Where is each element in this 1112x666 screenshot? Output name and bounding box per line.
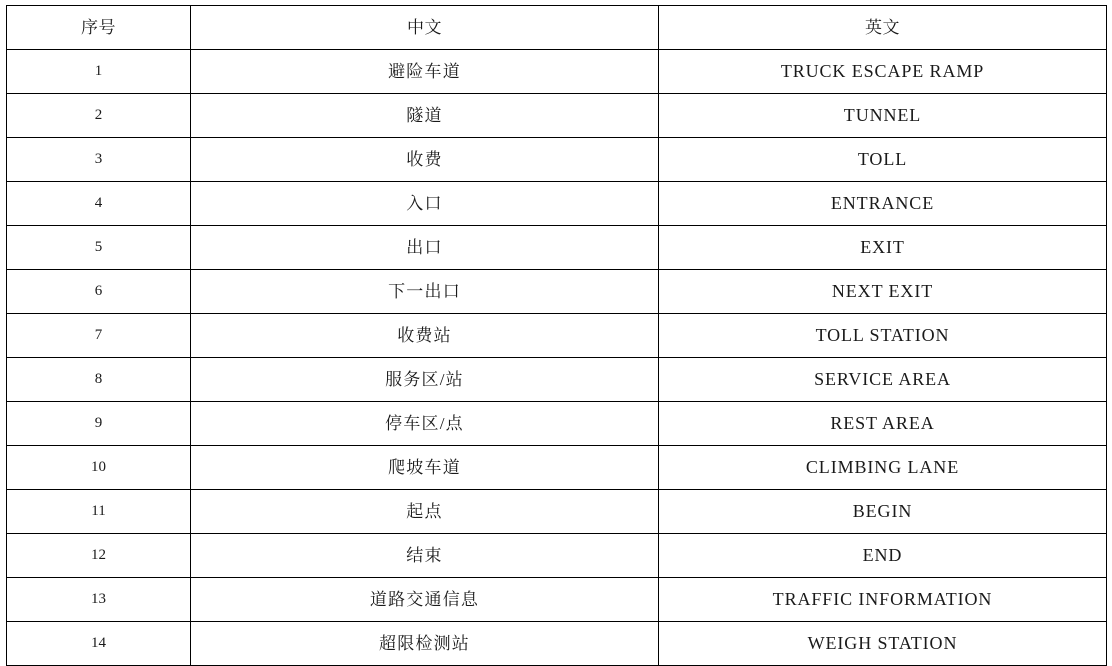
- cell-chinese: 超限检测站: [191, 622, 659, 666]
- cell-english: TUNNEL: [659, 94, 1107, 138]
- column-header-chinese: 中文: [191, 6, 659, 50]
- cell-index: 4: [7, 182, 191, 226]
- cell-index: 7: [7, 314, 191, 358]
- cell-index: 9: [7, 402, 191, 446]
- cell-index: 14: [7, 622, 191, 666]
- terminology-table: [6, 5, 1107, 666]
- cell-english: TRAFFIC INFORMATION: [659, 578, 1107, 622]
- cell-chinese: 收费: [191, 138, 659, 182]
- cell-index: 12: [7, 534, 191, 578]
- cell-english: EXIT: [659, 226, 1107, 270]
- cell-chinese: 避险车道: [191, 50, 659, 94]
- document-page: [0, 5, 1112, 666]
- cell-english: END: [659, 534, 1107, 578]
- cell-index: 13: [7, 578, 191, 622]
- cell-chinese: 起点: [191, 490, 659, 534]
- table-header-row: [7, 6, 1107, 50]
- table-row: [7, 50, 1107, 94]
- cell-chinese: 服务区/站: [191, 358, 659, 402]
- cell-index: 8: [7, 358, 191, 402]
- column-header-english: 英文: [659, 6, 1107, 50]
- table-row: [7, 94, 1107, 138]
- cell-english: TRUCK ESCAPE RAMP: [659, 50, 1107, 94]
- table-row: [7, 182, 1107, 226]
- cell-index: 11: [7, 490, 191, 534]
- cell-index: 6: [7, 270, 191, 314]
- table-row: [7, 490, 1107, 534]
- table-row: [7, 314, 1107, 358]
- table-body: [7, 50, 1107, 666]
- cell-chinese: 入口: [191, 182, 659, 226]
- cell-index: 10: [7, 446, 191, 490]
- cell-index: 5: [7, 226, 191, 270]
- table-row: [7, 622, 1107, 666]
- table-row: [7, 270, 1107, 314]
- cell-chinese: 结束: [191, 534, 659, 578]
- cell-chinese: 下一出口: [191, 270, 659, 314]
- cell-chinese: 收费站: [191, 314, 659, 358]
- table-row: [7, 578, 1107, 622]
- table-row: [7, 138, 1107, 182]
- cell-chinese: 道路交通信息: [191, 578, 659, 622]
- cell-english: CLIMBING LANE: [659, 446, 1107, 490]
- cell-chinese: 出口: [191, 226, 659, 270]
- cell-index: 1: [7, 50, 191, 94]
- cell-chinese: 停车区/点: [191, 402, 659, 446]
- cell-english: TOLL: [659, 138, 1107, 182]
- cell-english: REST AREA: [659, 402, 1107, 446]
- cell-chinese: 隧道: [191, 94, 659, 138]
- cell-english: TOLL STATION: [659, 314, 1107, 358]
- cell-english: BEGIN: [659, 490, 1107, 534]
- cell-index: 3: [7, 138, 191, 182]
- cell-index: 2: [7, 94, 191, 138]
- table-row: [7, 534, 1107, 578]
- cell-english: SERVICE AREA: [659, 358, 1107, 402]
- column-header-index: 序号: [7, 6, 191, 50]
- table-header: [7, 6, 1107, 50]
- cell-english: WEIGH STATION: [659, 622, 1107, 666]
- cell-english: NEXT EXIT: [659, 270, 1107, 314]
- table-row: [7, 226, 1107, 270]
- cell-chinese: 爬坡车道: [191, 446, 659, 490]
- table-row: [7, 358, 1107, 402]
- table-row: [7, 446, 1107, 490]
- table-row: [7, 402, 1107, 446]
- cell-english: ENTRANCE: [659, 182, 1107, 226]
